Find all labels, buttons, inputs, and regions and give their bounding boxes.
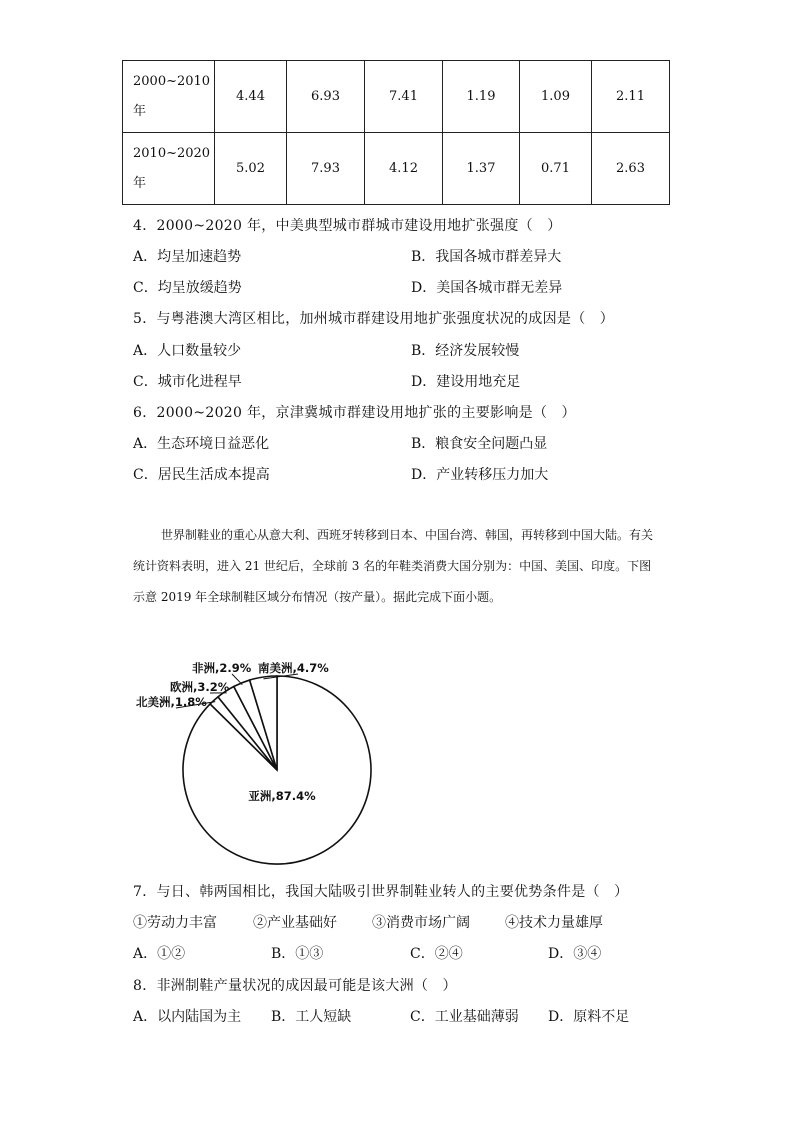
value-cell: 4.44	[215, 61, 287, 133]
question-5-option-c[interactable]: C．城市化进程早	[133, 374, 242, 390]
question-7-option-a[interactable]: A．①②	[133, 946, 186, 962]
question-5-option-a[interactable]: A．人口数量较少	[133, 343, 242, 359]
value-cell: 4.12	[365, 133, 443, 205]
value-cell: 6.93	[287, 61, 365, 133]
question-7-option-b[interactable]: B．①③	[271, 946, 324, 962]
question-5-option-b[interactable]: B．经济发展较慢	[411, 343, 520, 359]
expansion-intensity-table	[122, 60, 670, 205]
question-4-option-a[interactable]: A．均呈加速趋势	[133, 249, 242, 265]
shoe-production-pie-chart	[130, 655, 390, 865]
question-6-option-b[interactable]: B．粮食安全问题凸显	[411, 436, 548, 452]
value-cell: 7.93	[287, 133, 365, 205]
value-cell: 1.09	[520, 61, 592, 133]
table-row	[123, 133, 670, 205]
value-cell: 7.41	[365, 61, 443, 133]
pie-label-北美洲: 北美洲,1.8%	[136, 695, 207, 709]
question-6-option-d[interactable]: D．产业转移压力加大	[411, 467, 549, 483]
value-cell: 1.37	[443, 133, 520, 205]
period-cell: 2010~2020 年	[123, 133, 215, 205]
value-cell: 5.02	[215, 133, 287, 205]
period-cell: 2000~2010 年	[123, 61, 215, 133]
value-cell: 2.11	[592, 61, 670, 133]
question-7-option-c[interactable]: C．②④	[410, 946, 463, 962]
question-7-stem: 7．与日、韩两国相比，我国大陆吸引世界制鞋业转人的主要优势条件是（ ）	[133, 884, 629, 900]
statement-3: ③消费市场广阔	[372, 915, 470, 931]
pie-label-南美洲: 南美洲,4.7%	[258, 661, 329, 675]
question-5-option-d[interactable]: D．建设用地充足	[411, 374, 521, 390]
question-8-option-d[interactable]: D．原料不足	[548, 1009, 630, 1025]
value-cell: 0.71	[520, 133, 592, 205]
question-8-option-c[interactable]: C．工业基础薄弱	[410, 1009, 519, 1025]
question-6-option-c[interactable]: C．居民生活成本提高	[133, 467, 270, 483]
question-4-option-b[interactable]: B．我国各城市群差异大	[411, 249, 562, 265]
question-8-stem: 8．非洲制鞋产量状况的成因最可能是该大洲（ ）	[133, 978, 457, 994]
statement-1: ①劳动力丰富	[133, 915, 217, 931]
pie-label-欧洲: 欧洲,3.2%	[170, 680, 230, 694]
statement-2: ②产业基础好	[253, 915, 337, 931]
question-4-stem: 4．2000~2020 年，中美典型城市群城市建设用地扩张强度（ ）	[133, 218, 562, 234]
question-8-option-a[interactable]: A．以内陆国为主	[133, 1009, 242, 1025]
pie-label-非洲: 非洲,2.9%	[192, 661, 252, 675]
question-4-option-d[interactable]: D．美国各城市群无差异	[411, 280, 563, 296]
value-cell: 2.63	[592, 133, 670, 205]
value-cell: 1.19	[443, 61, 520, 133]
passage-paragraph: 世界制鞋业的重心从意大利、西班牙转移到日本、中国台湾、韩国，再转移到中国大陆。有关统计资料表明，进入 21 世纪后，全球前 3 名的年鞋类消费大国分别为：中国、美国、印度。下图示意 2019 年全球制鞋区域分布情况（按产量）。据此完成下面小题。	[133, 528, 654, 604]
question-5-stem: 5．与粤港澳大湾区相比，加州城市群建设用地扩张强度状况的成因是（ ）	[133, 311, 615, 327]
question-6-stem: 6．2000~2020 年，京津冀城市群建设用地扩张的主要影响是（ ）	[133, 405, 576, 421]
question-4-option-c[interactable]: C．均呈放缓趋势	[133, 280, 242, 296]
question-7-option-d[interactable]: D．③④	[548, 946, 602, 962]
question-6-option-a[interactable]: A．生态环境日益恶化	[133, 436, 270, 452]
pie-label-亚洲: 亚洲,87.4%	[248, 789, 316, 803]
pie-leader-line	[232, 674, 242, 685]
table-row	[123, 61, 670, 133]
question-8-option-b[interactable]: B．工人短缺	[271, 1009, 352, 1025]
statement-4: ④技术力量雄厚	[505, 915, 603, 931]
